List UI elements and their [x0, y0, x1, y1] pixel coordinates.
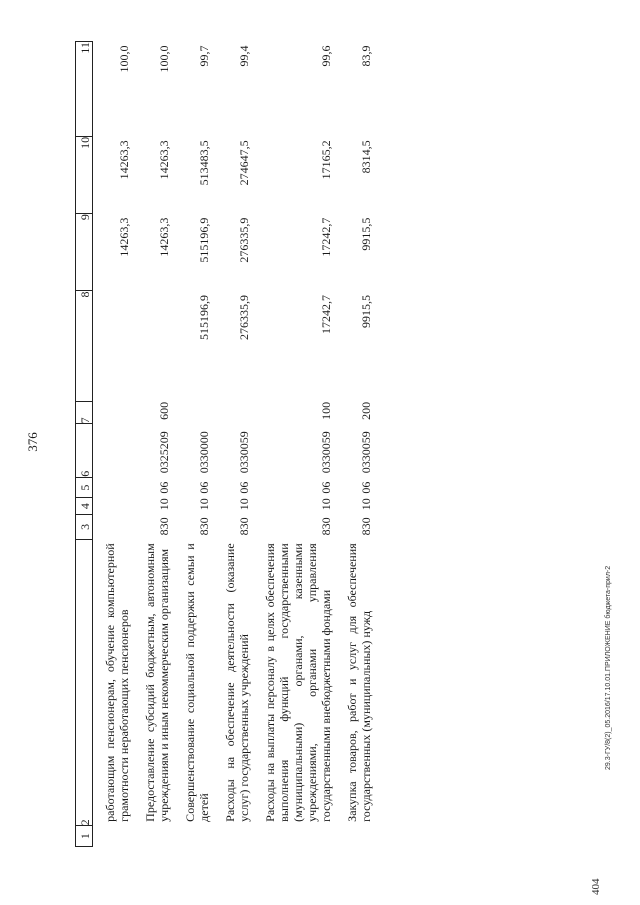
table-cell-col-5: 06 — [237, 481, 251, 494]
header-col-6: 6 — [76, 424, 93, 477]
table-cell-col-1 — [173, 826, 213, 847]
table-header-row — [76, 42, 93, 847]
table-cell-col-10: 513483,5 — [197, 140, 211, 186]
table-cell-col-7 — [213, 401, 253, 424]
header-col-3: 3 — [76, 514, 93, 539]
table-cell-col-10: 8314,5 — [359, 140, 373, 174]
table-cell-col-3: 830 — [237, 517, 251, 536]
table-cell-col-11: 99,4 — [237, 45, 251, 67]
table-cell-col-8: 515196,9 — [197, 295, 211, 340]
table-cell-col-1 — [93, 826, 134, 847]
table-cell-col-2: Расходы на обеспечение деятельности (оказание услуг) государственных учреждений — [223, 543, 251, 822]
table-cell-col-6: 0330000 — [197, 431, 211, 474]
table-cell-col-11: 83,9 — [359, 45, 373, 67]
header-col-5: 5 — [76, 477, 93, 498]
table-cell-col-3: 830 — [359, 517, 373, 536]
table-cell-col-4: 10 — [319, 498, 333, 511]
table-cell-col-9: 14263,3 — [117, 217, 131, 257]
table-cell-col-11: 100,0 — [117, 45, 131, 73]
table-cell-col-8: 276335,9 — [237, 295, 251, 340]
header-col-10: 10 — [76, 136, 93, 213]
table-row — [133, 42, 173, 847]
corner-page-number: 404 — [590, 878, 602, 895]
header-col-8: 8 — [76, 291, 93, 401]
table-cell-col-7: 200 — [359, 401, 373, 420]
table-cell-col-4 — [93, 498, 134, 514]
table-cell-col-9: 515196,9 — [197, 217, 211, 263]
table-row — [253, 42, 335, 847]
table-cell-col-4: 10 — [157, 498, 171, 511]
table-cell-col-2: Закупка товаров, работ и услуг для обеспечения государственных (муниципальных) нужд — [345, 543, 373, 822]
table-row — [335, 42, 375, 847]
table-cell-col-7 — [173, 401, 213, 424]
rotated-page-content — [25, 37, 575, 847]
table-cell-col-11: 99,7 — [197, 45, 211, 67]
table-cell-col-10: 14263,3 — [117, 140, 131, 180]
table-cell-col-6: 0325209 — [157, 431, 171, 474]
table-cell-col-8: 9915,5 — [359, 295, 373, 328]
table-cell-col-11: 99,6 — [319, 45, 333, 67]
table-cell-col-7: 600 — [157, 401, 171, 420]
header-col-4: 4 — [76, 498, 93, 514]
table-cell-col-5 — [93, 477, 134, 498]
page-number: 376 — [25, 432, 40, 452]
table-cell-col-9: 14263,3 — [157, 217, 171, 257]
table-cell-col-11: 100,0 — [157, 45, 171, 73]
header-col-1: 1 — [76, 826, 93, 847]
table-cell-col-4: 10 — [197, 498, 211, 511]
table-cell-col-7 — [93, 401, 134, 424]
table-cell-col-10: 274647,5 — [237, 140, 251, 186]
table-cell-col-6: 0330059 — [359, 431, 373, 474]
header-col-7: 7 — [76, 401, 93, 424]
table-cell-col-1 — [213, 826, 253, 847]
table-cell-col-2: Расходы на выплаты персоналу в целях обеспечения выполнения функций государственными (муниципальными) органами, казенными учреждениями, органами управления государственными внебюджетными фондами — [263, 543, 333, 822]
table-cell-col-9: 9915,5 — [359, 217, 373, 251]
table-cell-col-2: работающим пенсионерам, обучение компьютерной грамотности неработающих пенсионеров — [103, 543, 131, 822]
table-row — [213, 42, 253, 847]
table-cell-col-8 — [133, 291, 173, 401]
table-cell-col-5: 06 — [157, 481, 171, 494]
table-cell-col-5: 06 — [197, 481, 211, 494]
table-cell-col-1 — [335, 826, 375, 847]
header-col-2: 2 — [76, 539, 93, 825]
header-col-11: 11 — [76, 42, 93, 137]
table-cell-col-6: 0330059 — [237, 431, 251, 474]
table-cell-col-3 — [93, 514, 134, 539]
table-row — [173, 42, 213, 847]
table-cell-col-3: 830 — [157, 517, 171, 536]
header-col-9: 9 — [76, 214, 93, 291]
table-cell-col-9: 17242,7 — [319, 217, 333, 257]
table-cell-col-10: 17165,2 — [319, 140, 333, 180]
table-cell-col-6: 0330059 — [319, 431, 333, 474]
table-cell-col-1 — [253, 826, 335, 847]
table-cell-col-10: 14263,3 — [157, 140, 171, 180]
table-cell-col-2: Предоставление субсидий бюджетным, автономным учреждениям и иным некоммерческим организациям — [143, 543, 171, 822]
table-cell-col-1 — [133, 826, 173, 847]
table-cell-col-7: 100 — [319, 401, 333, 420]
table-cell-col-8: 17242,7 — [319, 295, 333, 334]
table-cell-col-5: 06 — [319, 481, 333, 494]
document-footnote: 29.3-ГУ/8(2)_05.2016/17.10.01.ПРИЛОЖЕНИЕ бюджета-прил-2 — [605, 565, 612, 770]
table-cell-col-3: 830 — [197, 517, 211, 536]
table-cell-col-4: 10 — [237, 498, 251, 511]
table-cell-col-5: 06 — [359, 481, 373, 494]
table-row — [93, 42, 134, 847]
table-cell-col-3: 830 — [319, 517, 333, 536]
budget-table — [75, 41, 375, 847]
table-cell-col-2: Совершенствование социальной поддержки семьи и детей — [183, 543, 211, 822]
table-cell-col-9: 276335,9 — [237, 217, 251, 263]
table-cell-col-8 — [93, 291, 134, 401]
table-cell-col-6 — [93, 424, 134, 477]
table-cell-col-4: 10 — [359, 498, 373, 511]
table-body — [93, 42, 376, 847]
